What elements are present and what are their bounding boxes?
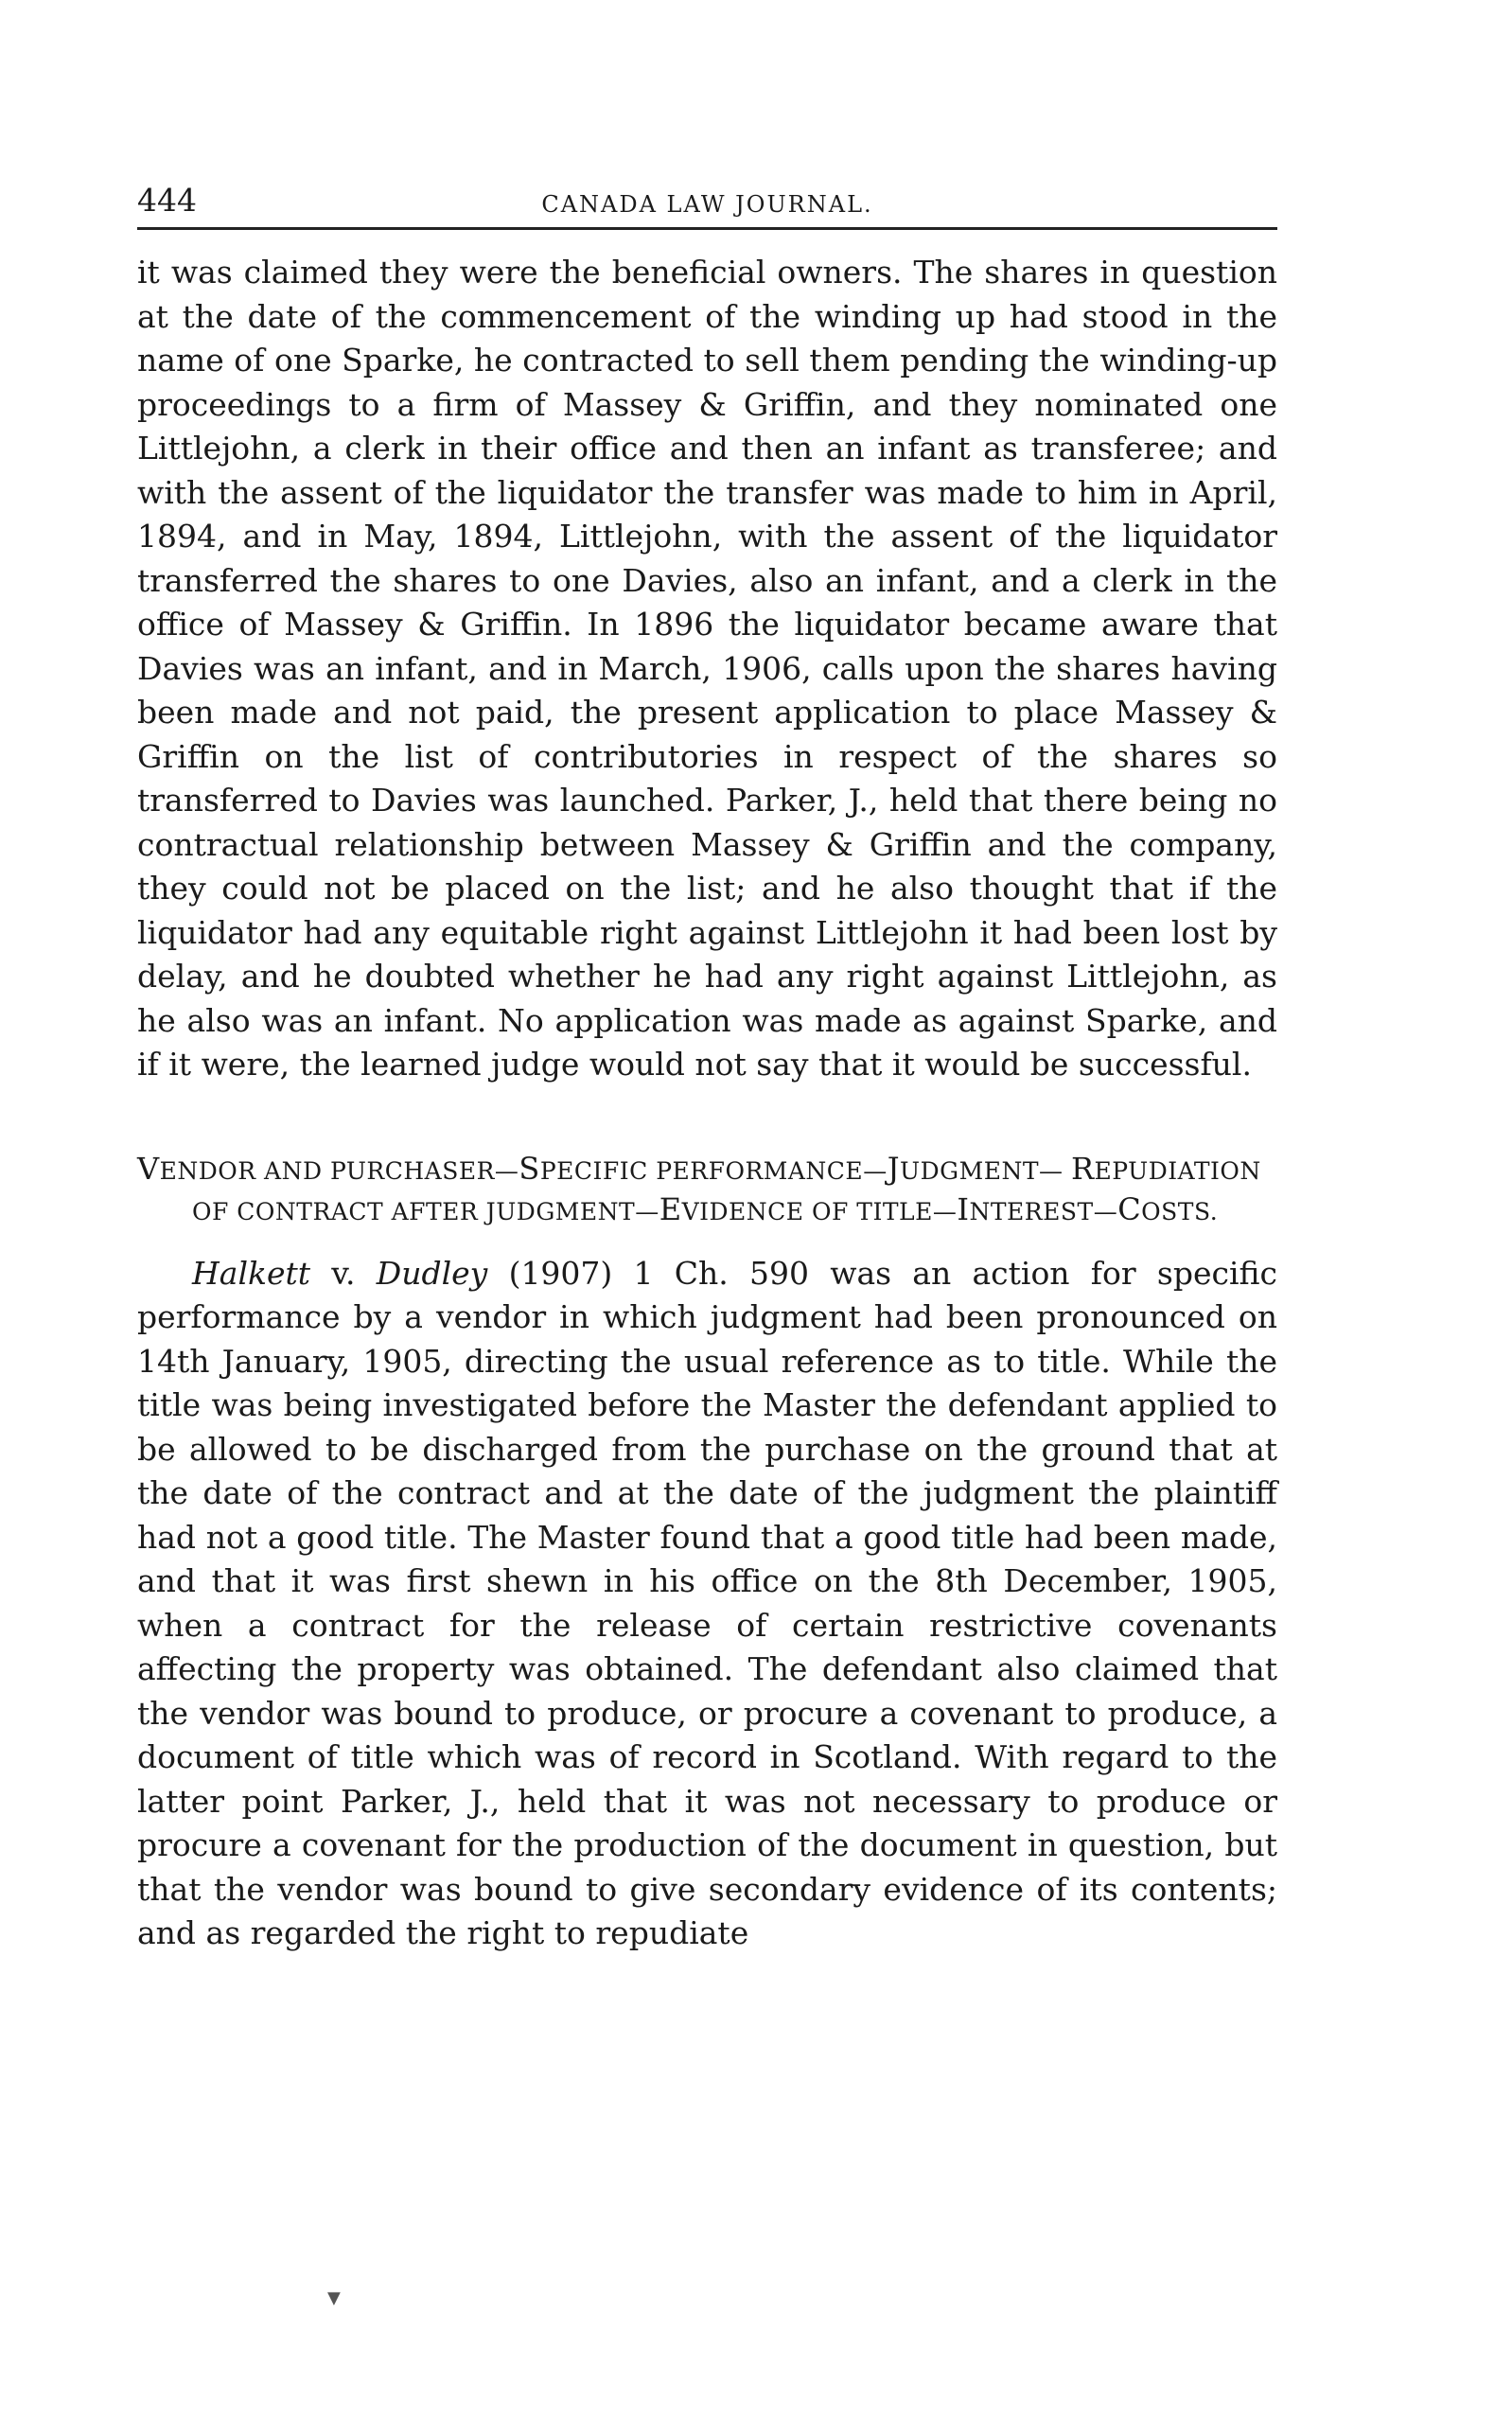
- page-number: 444: [137, 182, 197, 219]
- running-head: [137, 170, 1277, 230]
- case-versus: v.: [310, 1254, 377, 1292]
- case-name-defendant: Dudley: [376, 1254, 488, 1292]
- section-heading: VENDOR AND PURCHASER—SPECIFIC PERFORMANCE—JUDGMENT— REPUDIATION OF CONTRACT AFTER JUDGMENT—EVIDENCE OF TITLE—INTEREST—COSTS.: [137, 1150, 1261, 1227]
- document-page: [137, 170, 1277, 1956]
- paragraph-continued: it was claimed they were the beneficial owners. The shares in question at the date of the commencement of the winding up had stood in the name of one Sparke, he contracted to sell them pending the winding-up proceedings to a firm of Massey & Griffin, and they nominated one Littlejohn, a clerk in their office and then an infant as transferee; and with the assent of the liquidator the transfer was made to him in April, 1894, and in May, 1894, Littlejohn, with the assent of the liquidator transferred the shares to one Davies, also an infant, and a clerk in the office of Massey & Griffin. In 1896 the liquidator became aware that Davies was an infant, and in March, 1906, calls upon the shares having been made and not paid, the present application to place Massey & Griffin on the list of contributories in respect of the shares so transferred to Davies was launched. Parker, J., held that there being no contractual relationship between Massey & Griffin and the company, they could not be placed on the list; and he also thought that if the liquidator had any equitable right against Littlejohn it had been lost by delay, and he doubted whether he had any right against Littlejohn, as he also was an infant. No application was made as against Sparke, and if it were, the learned judge would not say that it would be successful.: [137, 254, 1277, 1083]
- case-name-plaintiff: Halkett: [192, 1254, 311, 1292]
- case-paragraph: [137, 1252, 1277, 1956]
- stray-ink-mark: ▼: [327, 2288, 341, 2308]
- journal-title: CANADA LAW JOURNAL.: [541, 191, 873, 218]
- case-paragraph-text: (1907) 1 Ch. 590 was an action for specific performance by a vendor in which judgment had been pronounced on 14th January, 1905, directing the usual reference as to title. While the title was being investigated before the Master the defendant applied to be allowed to be discharged from the purchase on the ground that at the date of the contract and at the date of the judgment the plaintiff had not a good title. The Master found that a good title had been made, and that it was first shewn in his office on the 8th December, 1905, when a contract for the release of certain restrictive covenants affecting the property was obtained. The defendant also claimed that the vendor was bound to produce, or procure a covenant to produce, a document of title which was of record in Scotland. With regard to the latter point Parker, J., held that it was not necessary to produce or procure a covenant for the production of the document in question, but that the vendor was bound to give secondary evidence of its contents; and as regarded the right to repudiate: [137, 1254, 1278, 1951]
